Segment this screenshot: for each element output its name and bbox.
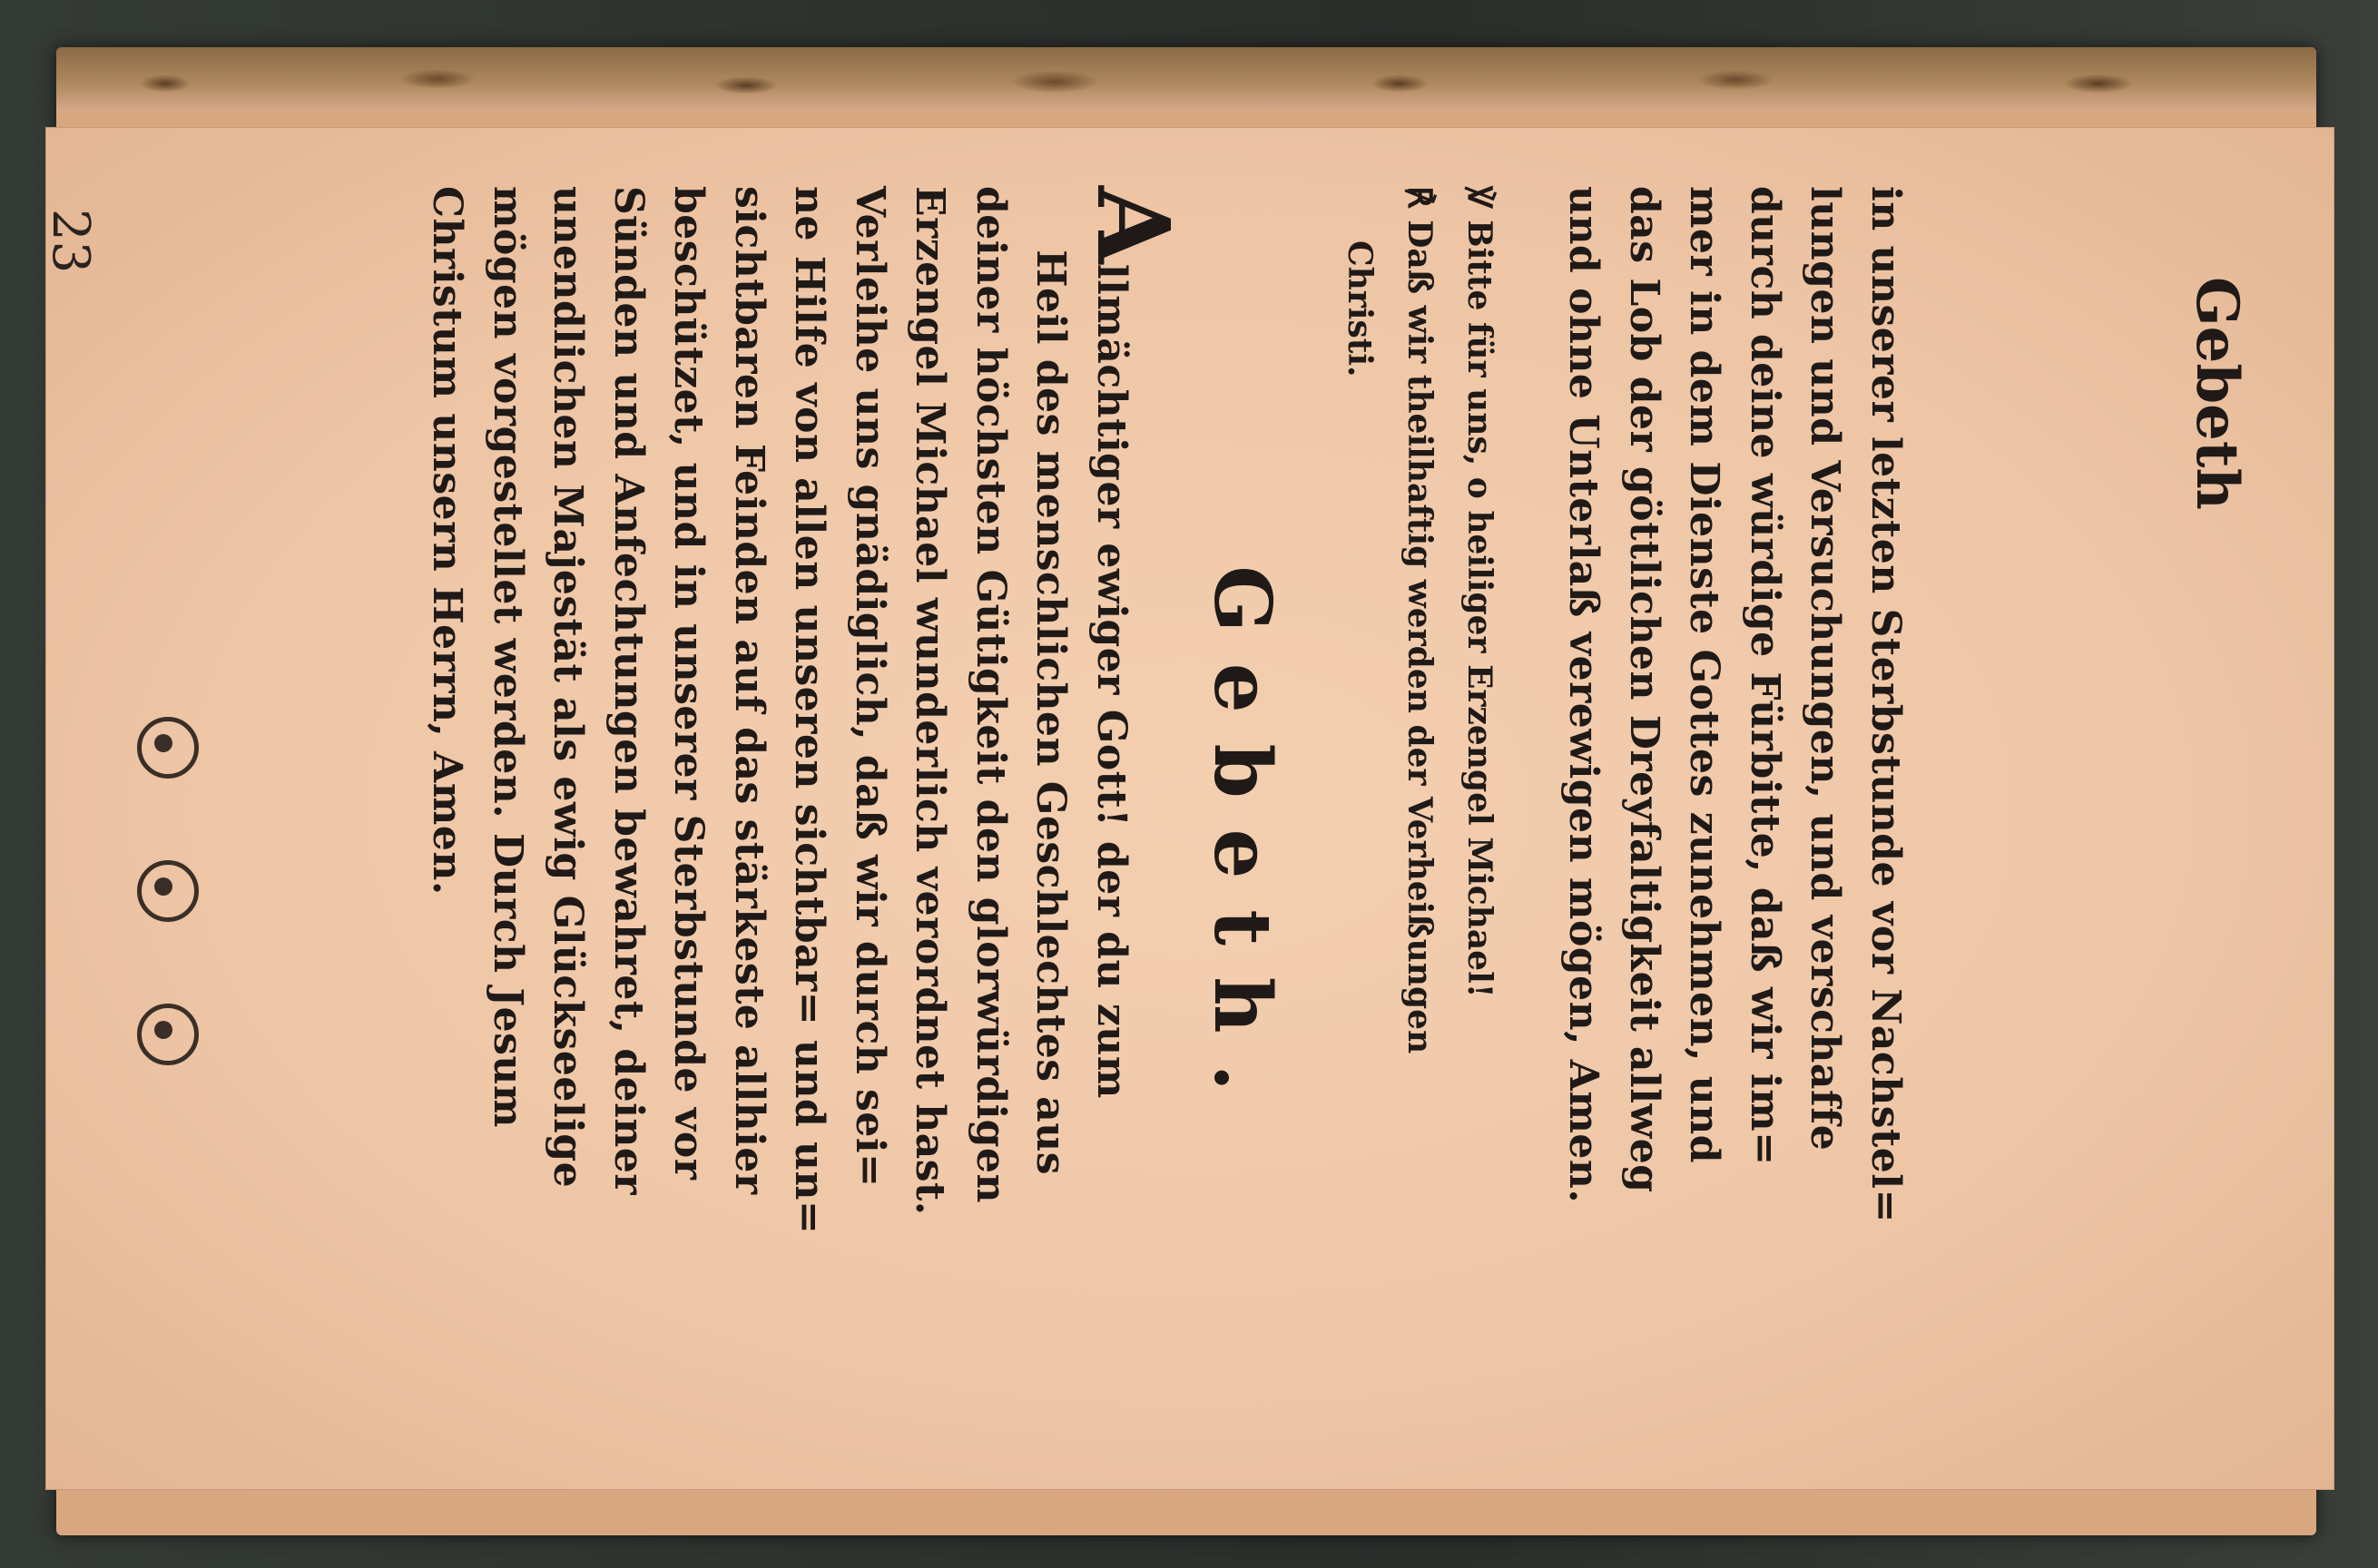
versicle-response bbox=[1330, 186, 1509, 1502]
text-line: Verleihe uns gnädiglich, daß wir durch sei= bbox=[847, 186, 893, 1188]
text-line bbox=[1075, 186, 1192, 1502]
text-line: mer in dem Dienste Gottes zunehmen, und bbox=[1681, 186, 1728, 1164]
ornament-row bbox=[136, 717, 200, 1065]
foxed-page-edge bbox=[56, 47, 2316, 111]
text-line: und ohne Unterlaß verewigen mögen, Amen. bbox=[1560, 186, 1607, 1204]
prayer-body bbox=[417, 186, 1192, 1502]
text-line: unendlichen Majestät als ewig Glückseelige bbox=[545, 186, 592, 1189]
text-line: in unserer letzten Sterbstunde vor Nachstel= bbox=[1862, 186, 1909, 1223]
page-number: 23 bbox=[41, 209, 100, 274]
cherub-icon bbox=[137, 717, 199, 779]
section-heading: Gebeth. bbox=[1196, 565, 1288, 1122]
text-line: sichtbaren Feinden auf das stärkeste allhier bbox=[726, 186, 772, 1195]
text-line: ne Hilfe von allen unseren sichtbar= und un= bbox=[786, 186, 833, 1235]
text-line: deiner höchsten Gütigkeit den glorwürdigen bbox=[968, 186, 1014, 1204]
first-line-text: llmächtiger ewiger Gott! der du zum bbox=[1088, 263, 1135, 1099]
catchword: Gebeth bbox=[2183, 277, 2251, 510]
text-line: Sünden und Anfechtungen bewahret, deiner bbox=[605, 186, 652, 1196]
text-line: lungen und Versuchungen, und verschaffe bbox=[1802, 186, 1849, 1152]
cherub-icon bbox=[137, 860, 199, 922]
drop-cap: A bbox=[1075, 186, 1192, 264]
cherub-icon bbox=[137, 1004, 199, 1065]
page-text bbox=[417, 186, 1915, 1502]
text-line: das Lob der göttlichen Dreyfaltigkeit allweg bbox=[1621, 186, 1667, 1193]
versicle-line: ℣ Bitte für uns, o heiliger Erzengel Michael! bbox=[1460, 186, 1499, 998]
text-line: Erzengel Michael wunderlich verordnet hast. bbox=[907, 186, 954, 1216]
prayer-ending bbox=[1553, 186, 1915, 1502]
text-line: Heil des menschlichen Geschlechtes aus bbox=[1027, 250, 1075, 1176]
response-line: ℟ Daß wir theilhaftig werden der Verheißungen bbox=[1400, 186, 1439, 1054]
response-line: Christi. bbox=[1341, 240, 1379, 377]
text-line: beschützet, und in unserer Sterbstunde vor bbox=[665, 186, 712, 1181]
text-line: durch deine würdige Fürbitte, daß wir im= bbox=[1742, 186, 1788, 1166]
text-line: Christum unsern Herrn, Amen. bbox=[424, 186, 471, 896]
text-line: mögen vorgestellet werden. Durch Jesum bbox=[485, 186, 531, 1128]
